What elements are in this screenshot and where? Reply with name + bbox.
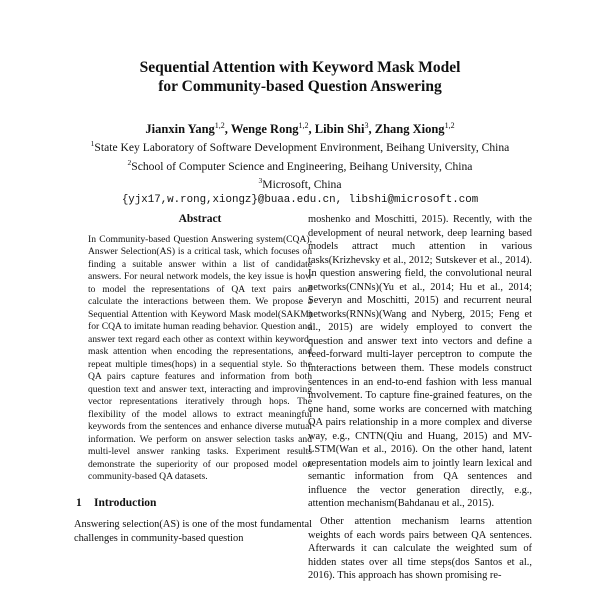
right-column — [308, 213, 532, 583]
introduction-paragraph: Answering selection(AS) is one of the most fundamental challenges in community-based question — [74, 519, 312, 544]
section-heading-introduction — [76, 497, 312, 511]
section-title: Introduction — [94, 496, 157, 509]
affiliation-1: $^1$State Key Laboratory of Software Development Environment, Beihang University, China — [90, 139, 510, 155]
left-column — [74, 213, 312, 545]
affiliation-2: $^2$School of Computer Science and Engineering, Beihang University, China — [127, 157, 473, 173]
paper-header — [60, 58, 540, 207]
paper-title — [60, 58, 540, 96]
abstract-text: In Community-based Question Answering system(CQA), Answer Selection(AS) is a critical task, which focuses on finding a suitable answer within a list of candidate answers. For neural network models, the key issue is how to model the representations of QA text pairs and calculate the interactions between them. We propose a Sequential Attention with Keyword Mask model(SAKM) for CQA to imitate human reading behavior. Question and answer text regard each other as context within keyword-mask attention when encoding the representations, and repeat multiple times(hops) in a sequential style. So the QA pairs capture features and information from both question text and answer text, interacting and improving vector representations iteratively through hops. The flexibility of the model allows to extract meaningful keywords from the sentences and enhance diverse mutual information. We perform on answer selection tasks and multi-level answer ranking tasks. Experiment results demonstrate the superiority of our proposed model on community-based QA datasets. — [88, 233, 312, 483]
section-number: 1 — [76, 496, 82, 509]
abstract-heading: Abstract — [178, 213, 222, 225]
author-3: Libin Shi$^3$, — [314, 121, 375, 137]
title-line-2: for Community-based Question Answering — [158, 78, 442, 95]
affiliation-3: $^3$Microsoft, China — [258, 175, 342, 191]
author-2: Wenge Rong$^{1,2}$, — [230, 121, 315, 137]
title-line-1: Sequential Attention with Keyword Mask Model — [139, 59, 461, 76]
author-emails: {yjx17,w.rong,xiongz}@buaa.edu.cn, libshi@microsoft.com — [121, 194, 479, 207]
body-paragraph-2: Other attention mechanism learns attention weights of each words pairs between QA sentences. Afterwards it can calculate the weighted sum of hidden states over all time steps(dos Santos et al., 2016). This approach has shown promising re- — [308, 516, 532, 582]
author-1: Jianxin Yang$^{1,2}$, — [145, 121, 231, 137]
author-list — [60, 118, 540, 137]
body-paragraph-1: moshenko and Moschitti, 2015). Recently, with the development of neural network, deep learning based models attract much attention in various tasks(Krizhevsky et al., 2012; Sutskever et al., 2014). In question answering field, the convolutional neural networks(CNNs)(Yu et al., 2014; Hu et al., 2014; Severyn and Moschitti, 2015) and recurrent neural networks(RNNs)(Wang and Nyberg, 2015; Feng et al., 2015) are widely employed to convert the question and answer text into vectors and define a feed-forward multi-layer perceptron to compute the interactions between them. These models construct sentences in an end-to-end fashion with less manual involvement. To capture fine-grained features, on the one hand, some works are concerned with matching QA pairs relationship in a more complex and diverse way, e.g., CNTN(Qiu and Huang, 2015) and MV-LSTM(Wan et al., 2016). On the other hand, latent representation models aim to jointly learn lexical and semantic information from QA sentences and influence the vector generation directly, e.g., attention mechanism(Bahdanau et al., 2015). — [308, 214, 532, 510]
author-4: Zhang Xiong$^{1,2}$ — [374, 121, 455, 137]
